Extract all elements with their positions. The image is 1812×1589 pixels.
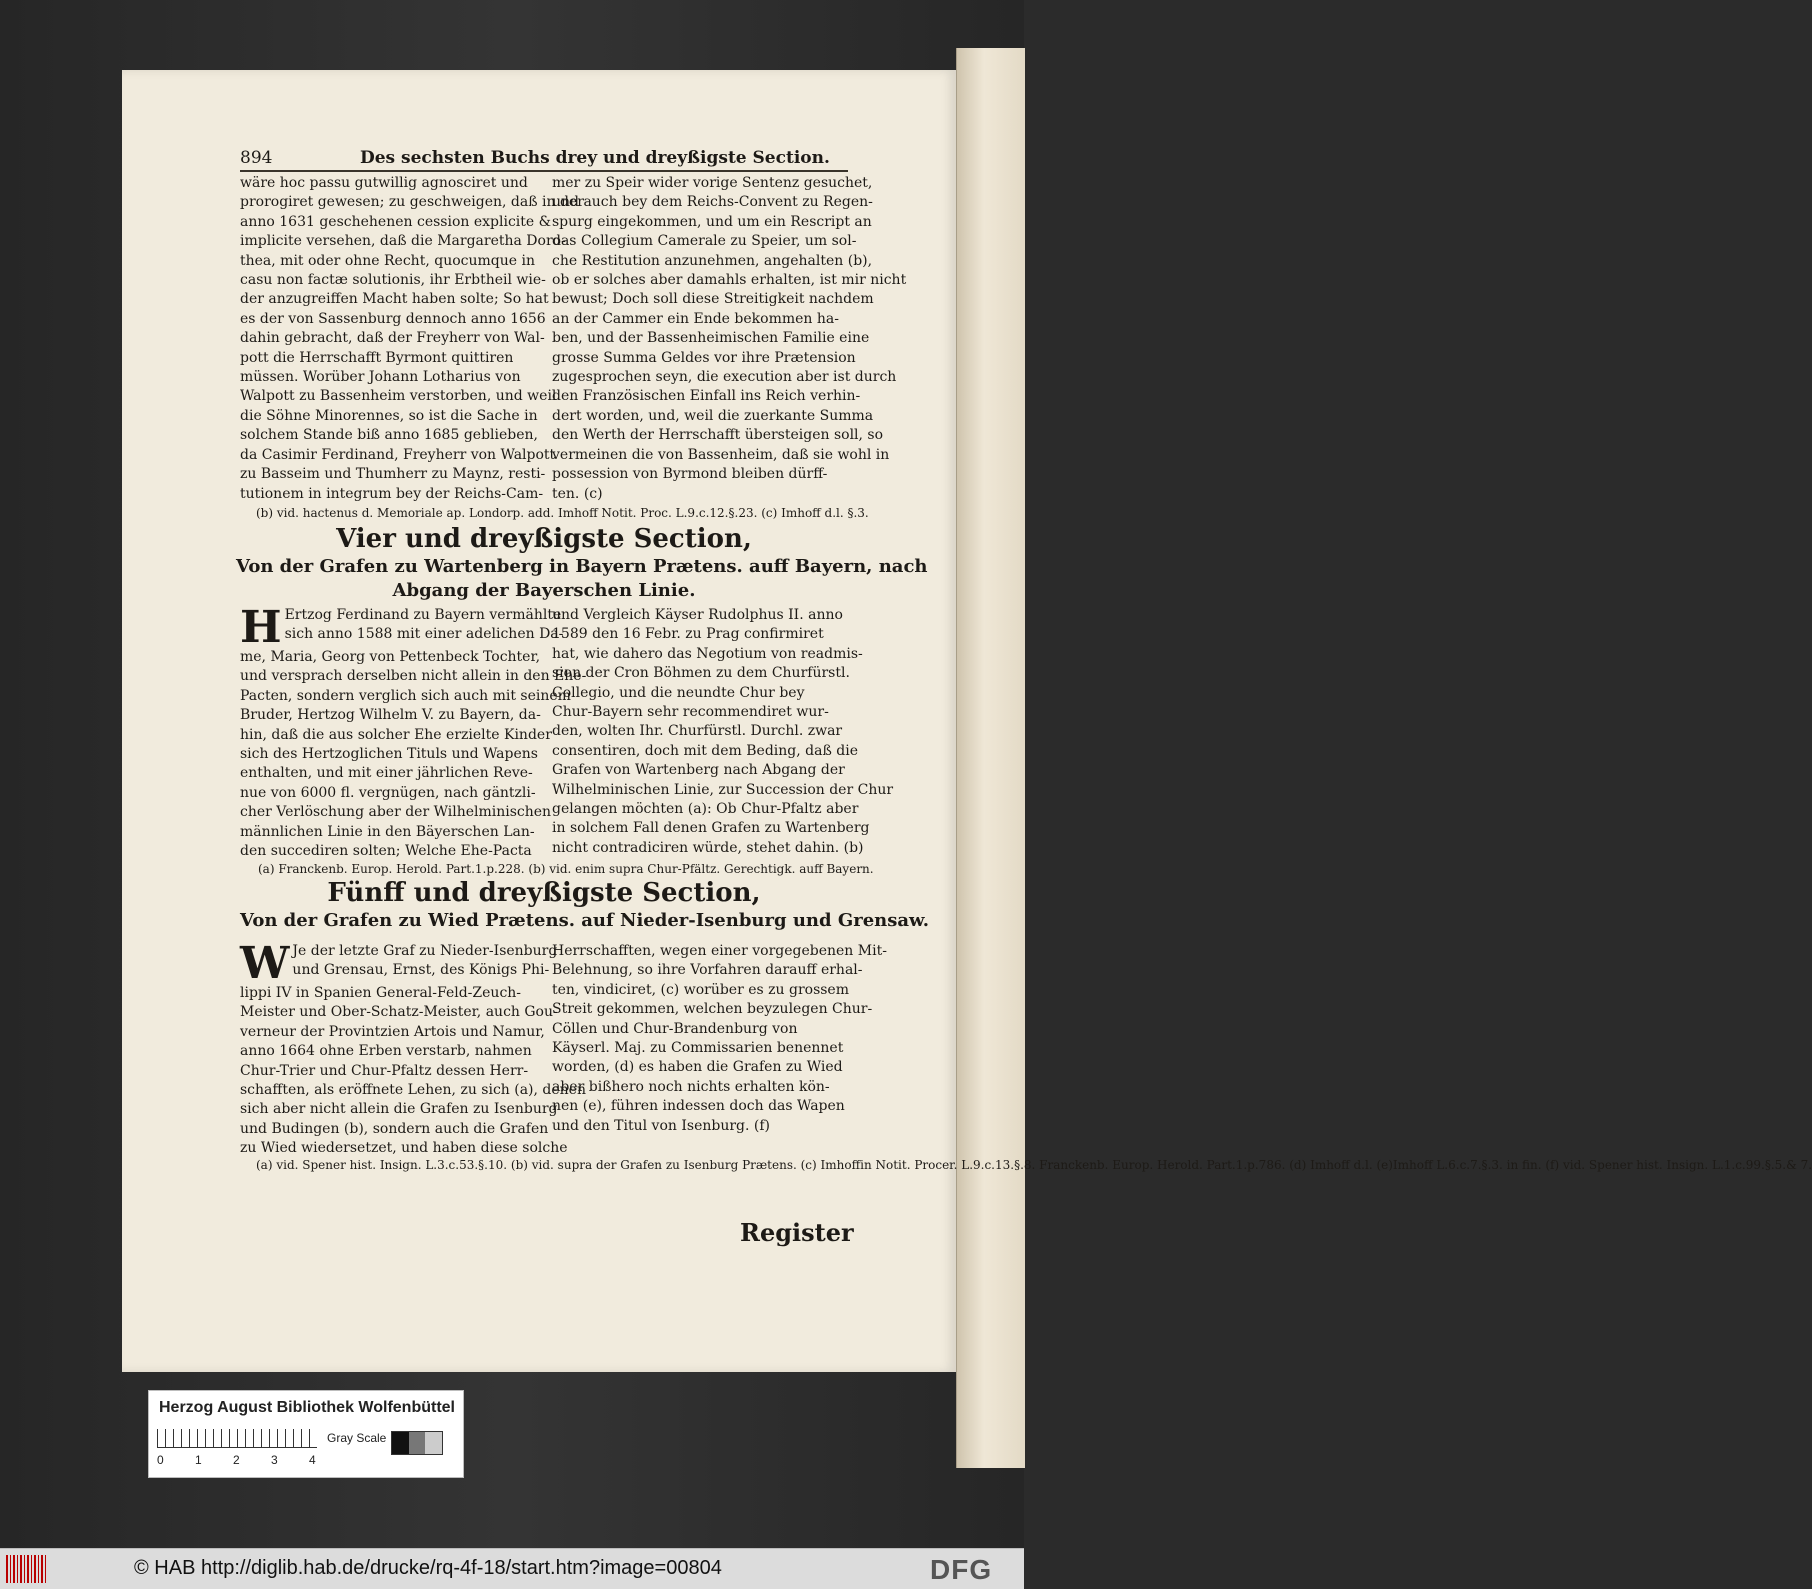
text-line: prorogiret gewesen; zu geschweigen, daß in der: [240, 194, 584, 211]
text-line: und den Titul von Isenburg. (f): [552, 1117, 771, 1134]
text-line: Herrschafften, wegen einer vorgegebenen Mit-: [552, 943, 887, 959]
text-line: Ertzog Ferdinand zu Bayern vermählte: [284, 607, 562, 623]
text-line: (a) vid. Spener hist. Insign. L.3.c.53.§.10. (b) vid. supra der Grafen zu Isenburg Prætens. (c) Imhoff: [256, 1158, 861, 1172]
running-head-title: Des sechsten Buchs drey und dreyßigste Section.: [360, 148, 830, 168]
library-name: Herzog August Bibliothek Wolfenbüttel: [159, 1399, 455, 1416]
text-line: Käyserl. Maj. zu Commissarien benennet: [552, 1040, 844, 1057]
text-line: sich aber nicht allein die Grafen zu Isenburg: [240, 1101, 558, 1118]
drop-initial: W: [240, 938, 290, 989]
text-line: Collegio, und die neundte Chur bey: [552, 684, 805, 701]
text-line: und Vergleich Käyser Rudolphus II. anno: [552, 607, 843, 623]
text-line: Cöllen und Chur-Brandenburg von: [552, 1020, 798, 1037]
text-line: zugesprochen seyn, die execution aber ist durch: [552, 369, 897, 386]
text-line: anno 1631 geschehenen cession explicite &: [240, 213, 552, 230]
text-line: es der von Sassenburg dennoch anno 1656: [240, 310, 546, 327]
text-line: sich des Hertzoglichen Tituls und Wapens: [240, 746, 538, 763]
text-line: nue von 6000 fl. vergnügen, nach gäntzli-: [240, 784, 536, 801]
text-line: und Budingen (b), sondern auch die Grafen: [240, 1120, 549, 1137]
text-line: da Casimir Ferdinand, Freyherr von Walpott: [240, 446, 556, 463]
text-line: sion der Cron Böhmen zu dem Churfürstl.: [552, 665, 850, 682]
section33-footnote: (b) vid. hactenus d. Memoriale ap. Londorp. add. Imhoff Notit. Proc. L.9.c.12.§.23. (c) Imhoff d.l. §.3.: [256, 506, 869, 520]
opposite-page-edge: [956, 48, 1025, 1468]
text-line: ten. (c): [552, 485, 603, 502]
text-line: Grafen von Wartenberg nach Abgang der: [552, 762, 845, 779]
section34-subtitle-line2: Abgang der Bayerschen Linie.: [392, 580, 696, 601]
text-line: in solchem Fall denen Grafen zu Wartenberg: [552, 820, 870, 837]
dfg-logo: DFG: [930, 1554, 993, 1585]
text-line: hat, wie dahero das Negotium von readmis-: [552, 645, 863, 662]
ruler-number-3: 3: [271, 1453, 278, 1467]
text-line: implicite versehen, daß die Margaretha Doro-: [240, 233, 566, 250]
text-line: ob er solches aber damahls erhalten, ist mir nicht: [552, 272, 907, 289]
section34-subtitle-line1: Von der Grafen zu Wartenberg in Bayern Prætens. auff Bayern, nach: [236, 556, 928, 577]
text-line: possession von Byrmond bleiben dürff-: [552, 466, 828, 483]
text-line: und Grensau, Ernst, des Königs Phi-: [292, 962, 550, 979]
text-line: Belehnung, so ihre Vorfahren darauff erhal-: [552, 962, 863, 979]
text-line: me, Maria, Georg von Pettenbeck Tochter,: [240, 649, 541, 665]
text-line: und versprach derselben nicht allein in den Ehe-: [240, 668, 587, 685]
footer-bar: [0, 1548, 1024, 1589]
text-line: cher Verlöschung aber der Wilhelminischen: [240, 804, 552, 821]
gray-swatch-dark: [392, 1432, 409, 1454]
scan-target-card: [148, 1390, 464, 1478]
section35-footnotes: [256, 1156, 1812, 1174]
section34-title: Vier und dreyßigste Section,: [336, 524, 752, 554]
barcode-icon: [6, 1555, 46, 1583]
text-line: lippi IV in Spanien General-Feld-Zeuch-: [240, 985, 522, 1001]
text-line: die Söhne Minorennes, so ist die Sache in: [240, 407, 538, 424]
text-line: zu Wied wiedersetzet, und haben diese solche: [240, 1140, 568, 1157]
ruler-number-4: 4: [309, 1453, 316, 1467]
text-line: spurg eingekommen, und um ein Rescript an: [552, 213, 872, 230]
text-line: Imhoff L.6.c.7.§.3. in fin. (f) vid. Spener hist. Insign. L.1.c.99.§.5.& 7.: [1392, 1158, 1812, 1172]
text-line: gelangen möchten (a): Ob Chur-Pfaltz aber: [552, 801, 859, 818]
text-line: tutionem in integrum bey der Reichs-Cam-: [240, 485, 544, 502]
text-line: verneur der Provintzien Artois und Namur,: [240, 1023, 545, 1040]
text-line: den, wolten Ihr. Churfürstl. Durchl. zwar: [552, 723, 843, 740]
text-line: in Notit. Procer. L.9.c.13.§.8. Franckenb. Europ. Herold. Part.1.p.786. (d) Imhoff d.l. (e): [860, 1158, 1393, 1172]
text-line: nen (e), führen indessen doch das Wapen: [552, 1098, 845, 1115]
text-line: worden, (d) es haben die Grafen zu Wied: [552, 1059, 843, 1076]
text-line: pott die Herrschafft Byrmont quittiren: [240, 349, 514, 366]
section35-left-column: [240, 938, 586, 1159]
text-line: Je der letzte Graf zu Nieder-Isenburg: [292, 943, 558, 959]
text-line: und auch bey dem Reichs-Convent zu Regen-: [552, 194, 873, 211]
text-line: den succediren solten; Welche Ehe-Pacta: [240, 843, 532, 860]
section33-right-column: [552, 174, 907, 504]
text-line: Bruder, Hertzog Wilhelm V. zu Bayern, da-: [240, 707, 541, 724]
text-line: aber bißhero noch nichts erhalten kön-: [552, 1078, 830, 1095]
running-head: [240, 148, 848, 170]
text-line: grosse Summa Geldes vor ihre Prætension: [552, 349, 856, 366]
text-line: ten, vindiciret, (c) worüber es zu grossem: [552, 981, 849, 998]
text-line: Chur-Trier und Chur-Pfaltz dessen Herr-: [240, 1062, 529, 1079]
text-line: an der Cammer ein Ende bekommen ha-: [552, 310, 839, 327]
text-line: Pacten, sondern verglich sich auch mit seinem: [240, 687, 571, 704]
text-line: der anzugreiffen Macht haben solte; So hat: [240, 291, 549, 308]
text-line: che Restitution anzunehmen, angehalten (b),: [552, 252, 873, 269]
text-line: Meister und Ober-Schatz-Meister, auch Gou-: [240, 1004, 558, 1021]
text-line: müssen. Worüber Johann Lotharius von: [240, 369, 521, 386]
text-line: nicht contradiciren würde, stehet dahin. (b): [552, 839, 864, 856]
text-line: dahin gebracht, daß der Freyherr von Wal-: [240, 330, 545, 347]
ruler-number-1: 1: [195, 1453, 202, 1467]
gray-scale-label: Gray Scale: [327, 1431, 387, 1445]
text-line: 1589 den 16 Febr. zu Prag confirmiret: [552, 626, 824, 643]
text-line: anno 1664 ohne Erben verstarb, nahmen: [240, 1043, 532, 1060]
text-line: enthalten, und mit einer jährlichen Reve-: [240, 765, 533, 782]
text-line: Walpott zu Bassenheim verstorben, und weil: [240, 388, 557, 405]
text-line: wäre hoc passu gutwillig agnosciret und: [240, 175, 528, 191]
text-line: dert worden, und, weil die zuerkante Summa: [552, 407, 874, 424]
section35-subtitle: Von der Grafen zu Wied Prætens. auf Nieder-Isenburg und Grensaw.: [240, 910, 930, 931]
section34-footnote: (a) Franckenb. Europ. Herold. Part.1.p.228. (b) vid. enim supra Chur-Pfältz. Gerechtigk. auff Bayern.: [258, 862, 874, 876]
text-line: consentiren, doch mit dem Beding, daß die: [552, 742, 858, 759]
text-line: solchem Stande biß anno 1685 geblieben,: [240, 427, 538, 444]
section35-title: Fünff und dreyßigste Section,: [327, 878, 761, 908]
text-line: ben, und der Bassenheimischen Familie eine: [552, 330, 870, 347]
scale-ruler: [157, 1429, 317, 1448]
text-line: vermeinen die von Bassenheim, daß sie wohl in: [552, 446, 890, 463]
text-line: Chur-Bayern sehr recommendiret wur-: [552, 704, 829, 721]
text-line: zu Basseim und Thumherr zu Maynz, resti-: [240, 466, 546, 483]
section35-right-column: [552, 942, 887, 1136]
text-line: sich anno 1588 mit einer adelichen Da-: [284, 626, 564, 643]
text-line: hin, daß die aus solcher Ehe erzielte Kinder: [240, 726, 552, 743]
text-line: männlichen Linie in den Bäyerschen Lan-: [240, 823, 535, 840]
text-line: schafften, als eröffnete Lehen, zu sich (a), denen: [240, 1082, 586, 1099]
text-line: das Collegium Camerale zu Speier, um sol-: [552, 233, 857, 250]
ruler-number-0: 0: [157, 1453, 164, 1467]
text-line: den Französischen Einfall ins Reich verhin-: [552, 388, 861, 405]
drop-initial: H: [240, 602, 282, 653]
copyright-url[interactable]: © HAB http://diglib.hab.de/drucke/rq-4f-18/start.htm?image=00804: [134, 1557, 722, 1579]
text-line: den Werth der Herrschafft übersteigen soll, so: [552, 427, 884, 444]
gray-swatch-mid: [409, 1432, 426, 1454]
gray-scale-swatches: [391, 1431, 443, 1455]
gray-swatch-light: [425, 1432, 442, 1454]
section34-right-column: [552, 606, 894, 858]
text-line: Wilhelminischen Linie, zur Succession der Chur: [552, 781, 894, 798]
ruler-number-2: 2: [233, 1453, 240, 1467]
section34-left-column: [240, 602, 587, 861]
text-line: casu non factæ solutionis, ihr Erbtheil wie-: [240, 272, 546, 289]
page-number: 894: [240, 148, 273, 168]
text-line: thea, mit oder ohne Recht, quocumque in: [240, 252, 535, 269]
catchword: Register: [740, 1218, 854, 1247]
running-head-rule: [240, 170, 848, 172]
text-line: bewust; Doch soll diese Streitigkeit nachdem: [552, 291, 874, 308]
text-line: Streit gekommen, welchen beyzulegen Chur-: [552, 1001, 873, 1018]
text-line: mer zu Speir wider vorige Sentenz gesuchet,: [552, 175, 873, 191]
